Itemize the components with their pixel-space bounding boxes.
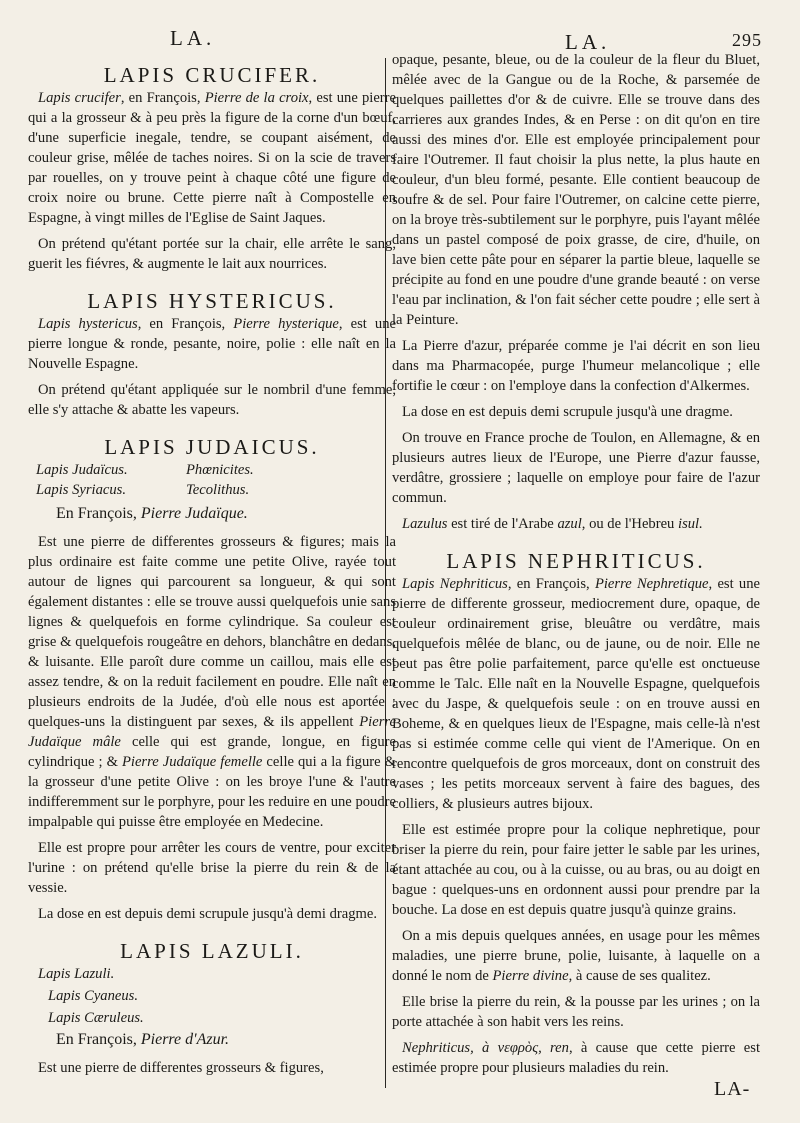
term: isul. bbox=[678, 516, 703, 532]
latin-name: Nephriticus, à νεφρὸς, ren bbox=[402, 1040, 569, 1056]
french-name: Pierre hysterique bbox=[233, 316, 339, 332]
entry-lapis-crucifer bbox=[28, 62, 396, 274]
paragraph bbox=[392, 574, 760, 814]
paragraph: La dose en est depuis demi scrupule jusqu'à une dragme. bbox=[402, 404, 733, 420]
page-number: 295 bbox=[732, 30, 762, 50]
text-run: , en François, bbox=[137, 316, 234, 332]
entry-lapis-lazuli bbox=[28, 938, 396, 1078]
entry-title: LAPIS LAZULI. bbox=[120, 939, 304, 963]
entry-lapis-nephriticus bbox=[392, 548, 760, 1078]
term: Pierre Judaïque mâle bbox=[28, 714, 396, 750]
latin-name: Lapis hystericus bbox=[38, 316, 138, 332]
term: Pierre Judaïque femelle bbox=[121, 754, 263, 770]
paragraph: Elle est propre pour arrêter les cours de ventre, pour exciter l'urine : on prétend qu'elle brise la pierre du rein & de la vessie. bbox=[28, 840, 396, 896]
paragraph: On prétend qu'étant appliquée sur le nombril d'une femme, elle s'y attache & abatte les vapeurs. bbox=[28, 382, 396, 418]
paragraph: Elle est estimée propre pour la colique nephretique, pour briser la pierre du rein, pour faire jetter le sable par les urines, étant attachée au cou, ou à la cuisse, ou au bras, ou au doigt en bague : quelques-uns en ordonnent aussi pour prendre par la bouche. La dose en est depuis quatre jusqu'à quinze grains. bbox=[392, 822, 760, 918]
paragraph: La dose en est depuis demi scrupule jusqu'à demi dragme. bbox=[38, 906, 378, 922]
french-name: Pierre d'Azur. bbox=[140, 1031, 230, 1048]
paragraph: La Pierre d'azur, préparée comme je l'ai décrit en son lieu dans ma Pharmacopée, purge l'humeur melancolique ; elle fortifie le cœur : on l'employe dans la confection d'Alkermes. bbox=[392, 338, 760, 394]
text-run: , en François, bbox=[507, 576, 595, 592]
latin-name: Lapis Nephriticus bbox=[402, 576, 508, 592]
left-column bbox=[28, 62, 396, 1088]
text-run: est tiré de l'Arabe bbox=[447, 516, 558, 532]
synonym: Tecolithus. bbox=[186, 482, 250, 498]
synonym: Lapis Cæruleus. bbox=[48, 1010, 144, 1026]
entry-lapis-judaicus bbox=[28, 434, 396, 924]
running-head-left: LA. bbox=[170, 26, 216, 50]
catchword: LA- bbox=[714, 1078, 751, 1100]
text-run: , est une pierre de differente grosseur, mediocrement dure, opaque, de couleur ordinairement grise, bleuâtre ou verdâtre, mais quelquefois mêlée de blanc, ou de jaune, ou de noir. Elle ne peut pas être polie parfaitement, parce qu'elle est onctueuse comme le Talc. Elle naît en la Nouvelle Espagne, quelquefois avec du Jaspe, & quelquefois seule : on en trouve aussi en Boheme, & en quelques lieux de l'Espagne, mais celle-là n'est pas si estimée comme celle qui vient de l'Amerique. On en rencontre quelquefois de gros morceaux, dont on construit des vases ; les petits morceaux servent à faire des bagues, des colliers, & plusieurs autres bijoux. bbox=[392, 576, 760, 812]
paragraph bbox=[28, 88, 396, 228]
synonym: Lapis Syriacus. bbox=[36, 482, 126, 498]
paragraph: Elle brise la pierre du rein, & la pousse par les urines ; on la porte attachée à son habit vers les reins. bbox=[392, 994, 760, 1030]
paragraph bbox=[392, 1038, 760, 1078]
entry-title: LAPIS JUDAICUS. bbox=[104, 435, 320, 459]
synonym: Lapis Judaïcus. bbox=[36, 462, 128, 478]
french-name: Pierre Nephretique bbox=[594, 576, 709, 592]
paragraph: Est une pierre de differentes grosseurs & figures, bbox=[38, 1060, 324, 1076]
text-run: , à cause de ses qualitez. bbox=[568, 968, 711, 984]
text-run: celle qui est grande, longue, en figure cylindrique ; & bbox=[28, 734, 396, 770]
paragraph bbox=[392, 926, 760, 986]
synonym-list bbox=[36, 460, 396, 500]
text-run: En François, bbox=[56, 505, 141, 522]
text-run: Est une pierre de differentes grosseurs & figures; mais la plus ordinaire est faite comme une petite Olive, rayée tout autour de lignes qui parcourent sa longueur, & qui sont également distantes : elle se trouve aussi quelquefois unie sans lignes & quelquefois en forme cylindrique. Sa couleur est grise & quelquefois rougeâtre en dehors, blanchâtre en dedans, & luisante. Elle paroît dure comme un caillou, mais elle est assez tendre, & on la reduit facilement en poudre. Elle naît en plusieurs endroits de la Judée, d'où elle nous est aportée : quelques-uns la distinguent par sexes, & ils appellent bbox=[28, 534, 396, 730]
entry-title: LAPIS CRUCIFER. bbox=[103, 63, 321, 87]
text-run: , est une pierre qui a la grosseur & à peu près la figure de la corne d'un bœuf, d'une superficie inegale, tendre, se coupant aisément, de couleur grise, mêlée de taches noires. Si on la scie de travers par rouelles, on y trouve peint à chaque côté une figure de croix noire ou brune. Cette pierre naît à Compostelle en Espagne, à vingt milles de l'Eglise de Saint Jaques. bbox=[28, 90, 397, 226]
synonym: Phœnicites. bbox=[186, 462, 254, 478]
french-name: Pierre Judaïque. bbox=[140, 505, 248, 522]
right-column bbox=[392, 50, 760, 1088]
running-head-right: LA. bbox=[565, 30, 611, 54]
paragraph-continued: opaque, pesante, bleue, ou de la couleur de la fleur du Bluet, mêlée avec de la Gangue ou de la Roche, & parsemée de quelques paillettes d'or & de cuivre. Elle se trouve dans des carrieres aux grandes Indes, & en Perse : on dit qu'on en tire aussi des mines d'or. Elle est employée principalement pour faire l'Outremer. Il faut choisir la plus nette, la plus haute en couleur, d'un bleu formé, pesante. Elle contient beaucoup de soufre & de sel. Pour faire l'Outremer, on calcine cette pierre, on la broye très-subtilement sur le porphyre, puis l'ayant mêlée dans un pastel composé de poix grasse, de cire, d'huile, on lave bien cette pâte pour en séparer la partie bleue, laquelle se précipite au fond en une poudre d'une grande beauté : on verse l'eau par inclination, & l'on fait sécher cette poudre ; elle sert à la Peinture. bbox=[392, 52, 760, 328]
french-name: Pierre de la croix bbox=[204, 90, 309, 106]
text-run: , ou de l'Hebreu bbox=[581, 516, 679, 532]
text-run: On a mis depuis quelques années, en usage pour les mêmes maladies, une pierre brune, polie, luisante, à laquelle on a donné le nom de bbox=[392, 928, 760, 984]
latin-name: Lapis crucifer bbox=[38, 90, 121, 106]
text-run: , en François, bbox=[120, 90, 205, 106]
entry-title: LAPIS NEPHRITICUS. bbox=[446, 549, 706, 573]
paragraph bbox=[28, 314, 396, 374]
term: azul bbox=[557, 516, 582, 532]
latin-name: Lazulus bbox=[402, 516, 448, 532]
synonym: Lapis Cyaneus. bbox=[48, 988, 138, 1004]
paragraph bbox=[392, 514, 760, 534]
paragraph: On trouve en France proche de Toulon, en Allemagne, & en plusieurs autres lieux de l'Europe, une Pierre d'azur fausse, verdâtre, grossiere ; laquelle on employe pour faire de l'azur commun. bbox=[392, 430, 760, 506]
text-run: , à cause que cette pierre est estimée propre pour plusieurs maladies du rein. bbox=[392, 1040, 761, 1076]
paragraph bbox=[28, 532, 396, 832]
term: Pierre divine bbox=[492, 968, 569, 984]
entry-lapis-hystericus bbox=[28, 288, 396, 420]
text-run: celle qui a la figure & la grosseur d'une petite Olive : on les broye l'une & l'autre indifferemment sur le porphyre, pour les reduire en une poudre impalpable qui puisse être employée en Medecine. bbox=[28, 754, 396, 830]
text-run: En François, bbox=[56, 1031, 141, 1048]
paragraph: On prétend qu'étant portée sur la chair, elle arrête le sang, guerit les fiévres, & augmente le lait aux nourrices. bbox=[28, 236, 396, 272]
entry-title: LAPIS HYSTERICUS. bbox=[87, 289, 337, 313]
synonym: Lapis Lazuli. bbox=[38, 966, 115, 982]
french-name-line bbox=[56, 1030, 396, 1050]
text-run: , est une pierre longue & ronde, pesante, noire, polie : elle naît en la Nouvelle Espagne. bbox=[28, 316, 397, 372]
french-name-line bbox=[56, 504, 396, 524]
